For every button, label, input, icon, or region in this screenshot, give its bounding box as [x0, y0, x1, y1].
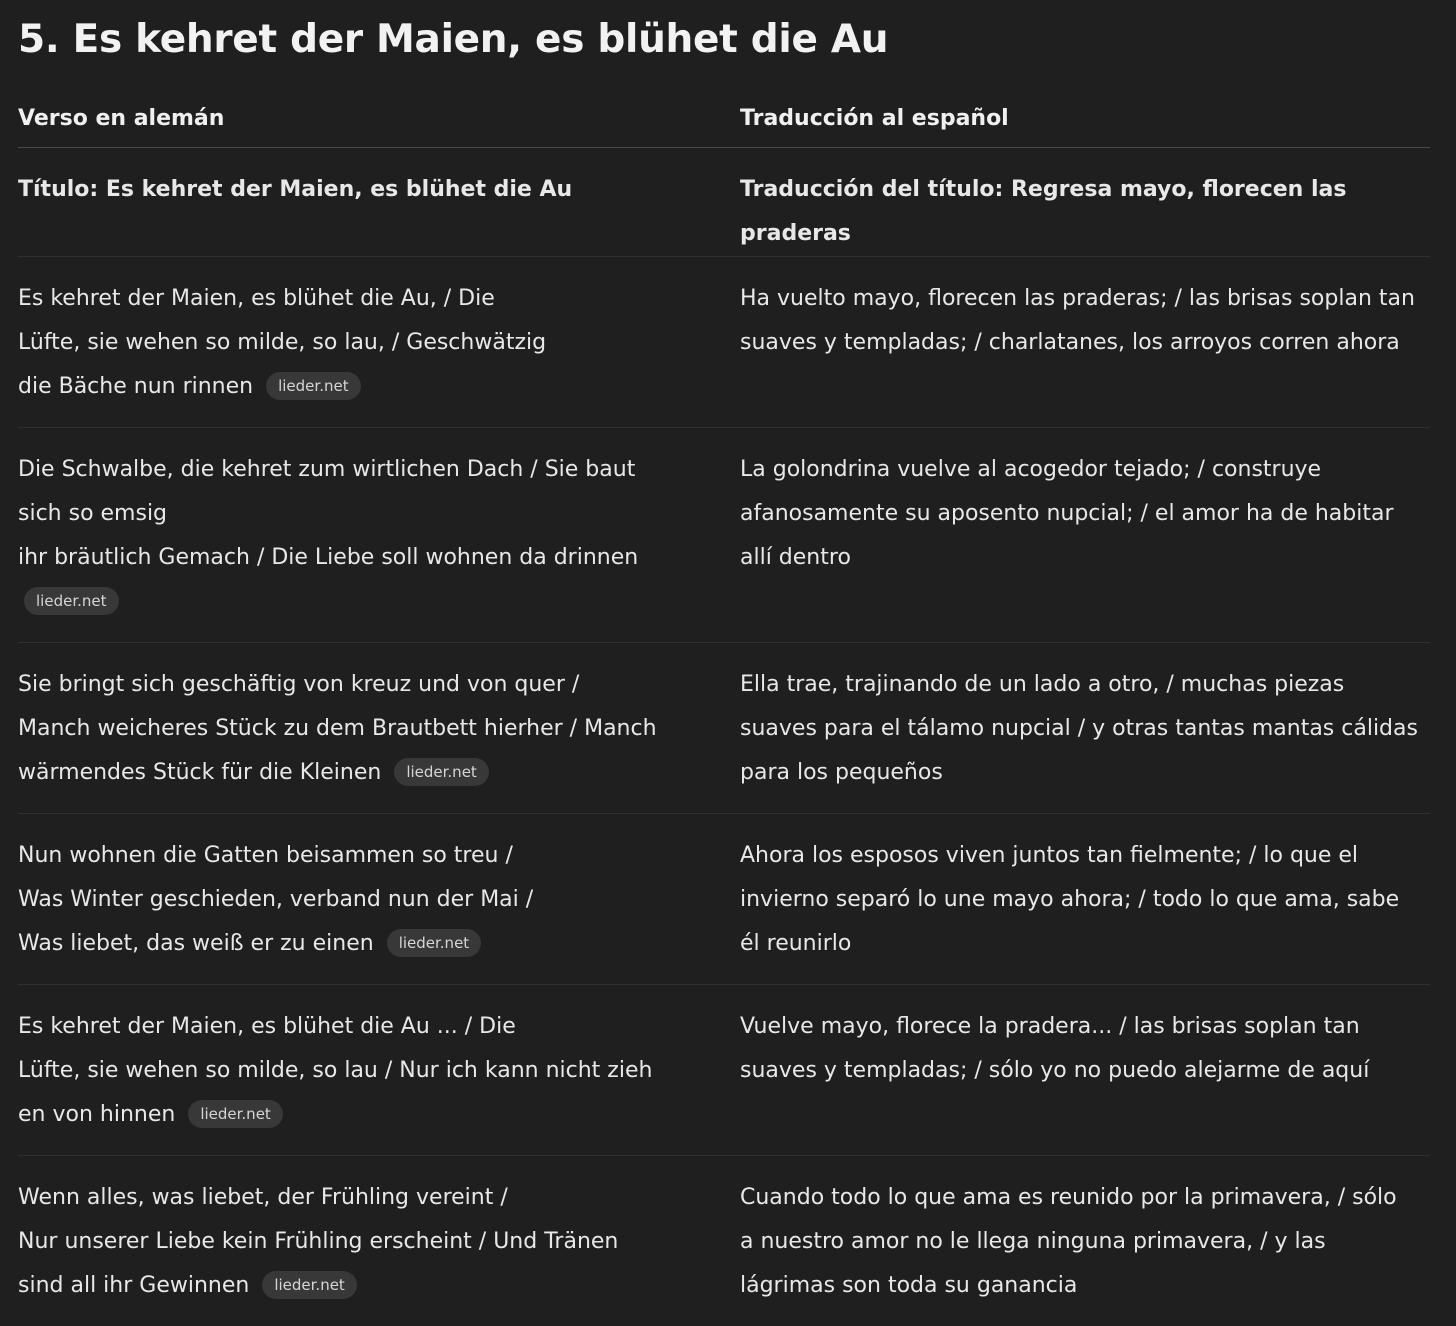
- spanish-translation: [740, 1156, 1430, 1326]
- title-german: Título: Es kehret der Maien, es blühet die Au: [18, 148, 740, 257]
- german-verse: [18, 1156, 740, 1326]
- verse-line: Die Schwalbe, die kehret zum wirtlichen Dach / Sie baut: [18, 457, 635, 482]
- column-header-spanish: Traducción al español: [740, 90, 1430, 148]
- title-row: [18, 148, 1430, 257]
- german-verse: [18, 985, 740, 1156]
- spanish-translation: [740, 428, 1430, 643]
- translation-line: allí dentro: [740, 545, 851, 570]
- translation-line: para los pequeños: [740, 760, 943, 785]
- translation-line: suaves y templadas; / sólo yo no puedo alejarme de aquí: [740, 1058, 1369, 1083]
- source-link-badge[interactable]: lieder.net: [24, 587, 119, 615]
- table-row: [18, 257, 1430, 428]
- translation-line: Cuando todo lo que ama es reunido por la primavera, / sólo: [740, 1185, 1397, 1210]
- verse-line: Was liebet, das weiß er zu einen: [18, 931, 374, 956]
- translation-line: él reunirlo: [740, 931, 851, 956]
- verse-line: ihr bräutlich Gemach / Die Liebe soll wohnen da drinnen: [18, 545, 638, 570]
- verse-line: Lüfte, sie wehen so milde, so lau, / Geschwätzig: [18, 330, 546, 355]
- spanish-translation: [740, 643, 1430, 814]
- translation-table: [18, 90, 1430, 1326]
- verse-line: Was Winter geschieden, verband nun der Mai /: [18, 887, 533, 912]
- verse-line: die Bäche nun rinnen: [18, 374, 253, 399]
- spanish-translation: [740, 814, 1430, 985]
- verse-line: Manch weicheres Stück zu dem Brautbett hierher / Manch: [18, 716, 657, 741]
- verse-line: en von hinnen: [18, 1102, 175, 1127]
- table-row: [18, 985, 1430, 1156]
- verse-line: wärmendes Stück für die Kleinen: [18, 760, 381, 785]
- translation-line: suaves y templadas; / charlatanes, los arroyos corren ahora: [740, 330, 1400, 355]
- translation-line: Ha vuelto mayo, florecen las praderas; / las brisas soplan tan: [740, 286, 1415, 311]
- spanish-translation: [740, 257, 1430, 428]
- column-header-german: Verso en alemán: [18, 90, 740, 148]
- translation-line: La golondrina vuelve al acogedor tejado; / construye: [740, 457, 1321, 482]
- translation-line: lágrimas son toda su ganancia: [740, 1273, 1077, 1298]
- verse-line: Es kehret der Maien, es blühet die Au, / Die: [18, 286, 495, 311]
- table-header-row: [18, 90, 1430, 148]
- table-row: [18, 814, 1430, 985]
- verse-line: Wenn alles, was liebet, der Frühling vereint /: [18, 1185, 508, 1210]
- verse-line: Lüfte, sie wehen so milde, so lau / Nur ich kann nicht zieh: [18, 1058, 652, 1083]
- translation-line: Ahora los esposos viven juntos tan fielmente; / lo que el: [740, 843, 1358, 868]
- german-verse: [18, 428, 740, 643]
- table-row: [18, 1156, 1430, 1326]
- title-spanish: Traducción del título: Regresa mayo, florecen las praderas: [740, 148, 1430, 257]
- table-row: [18, 643, 1430, 814]
- source-link-badge[interactable]: lieder.net: [262, 1271, 357, 1299]
- source-link-badge[interactable]: lieder.net: [387, 929, 482, 957]
- translation-line: a nuestro amor no le llega ninguna primavera, / y las: [740, 1229, 1326, 1254]
- german-verse: [18, 814, 740, 985]
- page-title: 5. Es kehret der Maien, es blühet die Au: [18, 0, 1430, 90]
- translation-line: Vuelve mayo, florece la pradera... / las brisas soplan tan: [740, 1014, 1360, 1039]
- spanish-translation: [740, 985, 1430, 1156]
- source-link-badge[interactable]: lieder.net: [266, 372, 361, 400]
- translation-line: Ella trae, trajinando de un lado a otro, / muchas piezas: [740, 672, 1344, 697]
- verse-line: Es kehret der Maien, es blühet die Au ... / Die: [18, 1014, 516, 1039]
- german-verse: [18, 257, 740, 428]
- german-verse: [18, 643, 740, 814]
- translation-line: suaves para el tálamo nupcial / y otras tantas mantas cálidas: [740, 716, 1418, 741]
- translation-line: invierno separó lo une mayo ahora; / todo lo que ama, sabe: [740, 887, 1399, 912]
- verse-line: Nun wohnen die Gatten beisammen so treu /: [18, 843, 513, 868]
- source-link-badge[interactable]: lieder.net: [188, 1100, 283, 1128]
- translation-line: afanosamente su aposento nupcial; / el amor ha de habitar: [740, 501, 1394, 526]
- verse-line: sich so emsig: [18, 501, 167, 526]
- verse-line: Sie bringt sich geschäftig von kreuz und von quer /: [18, 672, 579, 697]
- table-row: [18, 428, 1430, 643]
- verse-line: Nur unserer Liebe kein Frühling erscheint / Und Tränen: [18, 1229, 618, 1254]
- verse-line: sind all ihr Gewinnen: [18, 1273, 249, 1298]
- source-link-badge[interactable]: lieder.net: [394, 758, 489, 786]
